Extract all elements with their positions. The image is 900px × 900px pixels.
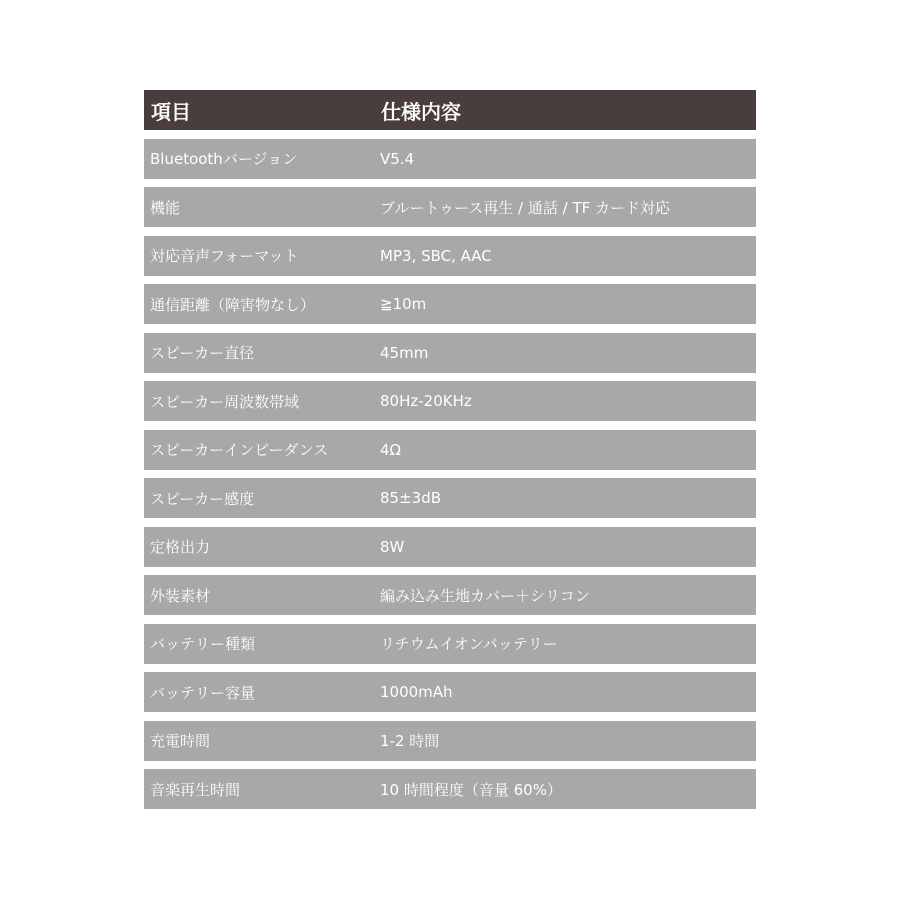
table-row [144,478,756,518]
table-header [144,90,756,130]
row-label: 通信距離（障害物なし） [150,295,316,314]
row-value: ブルートゥース再生 / 通話 / TF カード対応 [380,198,671,217]
table-row [144,236,756,276]
table-row [144,333,756,373]
table-row [144,672,756,712]
row-label: スピーカー直径 [150,344,255,362]
header-value: 仕様内容 [381,99,461,124]
table-row [144,527,756,567]
table-row [144,187,756,227]
row-value: 45mm [380,343,429,362]
row-label: スピーカー感度 [150,489,255,508]
table-row [144,575,756,615]
row-value: 85±3dB [380,489,442,507]
row-value: 編み込み生地カバー＋シリコン [380,586,590,605]
row-value: V5.4 [380,149,415,168]
row-label: 充電時間 [150,732,211,750]
row-value: リチウムイオンバッテリー [380,635,558,653]
row-label: バッテリー容量 [150,683,256,702]
table-row [144,381,756,421]
row-value: 8W [380,537,405,556]
header-label: 項目 [151,99,191,124]
row-label: 定格出力 [150,538,211,556]
row-value: 4Ω [380,440,402,459]
row-label: スピーカーインピーダンス [150,441,329,459]
row-value: MP3, SBC, AAC [380,246,492,265]
row-value: 80Hz-20KHz [380,392,472,410]
table-row [144,139,756,179]
row-label: バッテリー種類 [150,635,256,653]
row-label: Bluetoothバージョン [150,150,298,168]
row-label: 対応音声フォーマット [150,247,299,265]
row-label: 機能 [150,198,181,217]
row-label: スピーカー周波数帯域 [150,392,300,411]
table-row [144,624,756,664]
table-row [144,769,756,809]
row-value: 1000mAh [380,683,453,701]
row-label: 音楽再生時間 [150,780,241,799]
table-row [144,284,756,324]
row-value: 1-2 時間 [380,732,440,750]
row-label: 外装素材 [150,586,211,605]
table-row [144,430,756,470]
spec-table [144,90,756,809]
table-row [144,721,756,761]
row-value: 10 時間程度（音量 60%） [380,780,562,799]
row-value: ≧10m [380,295,427,313]
